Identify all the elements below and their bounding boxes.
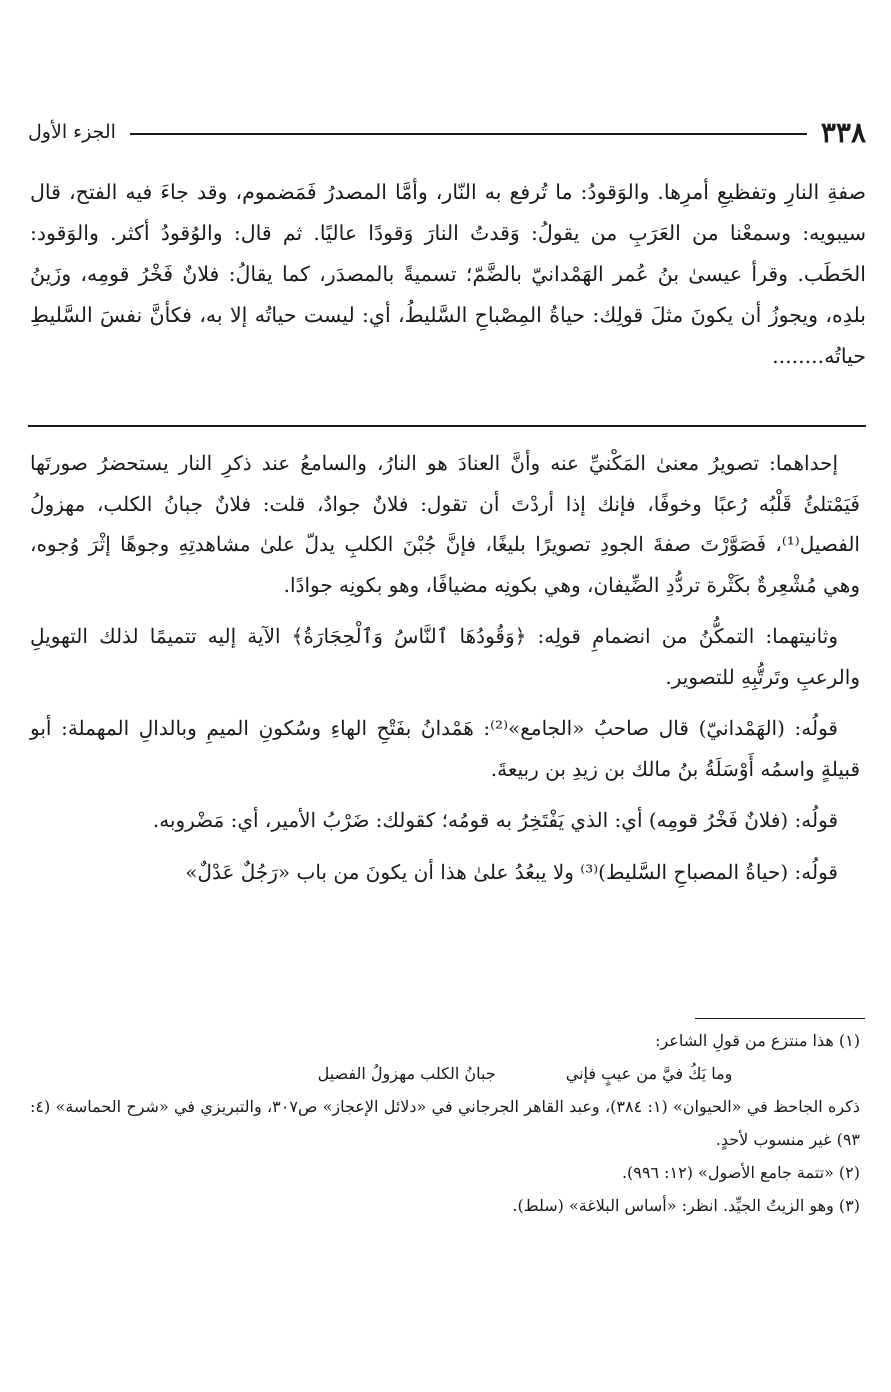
footnote-1-verse — [30, 1057, 860, 1090]
matn-text — [30, 172, 866, 377]
footnote-divider — [695, 1018, 865, 1019]
footnote-2: (٢) «تتمة جامع الأصول» (١٢: ٩٩٦). — [621, 1163, 860, 1182]
sharh-paragraph: قولُه: (حياةُ المصباحِ السَّليط)⁽³⁾ ولا يبعُدُ علىٰ هذا أن يكونَ من باب «رَجُلٌ عَدْلٌ» — [185, 859, 838, 884]
page-number: ٣٣٨ — [820, 115, 866, 149]
footnote-1-source: ذكره الجاحظ في «الحيوان» (١: ٣٨٤)، وعبد القاهر الجرجاني في «دلائل الإعجاز» ص٣٠٧، والتبريزي في «شرح الحماسة» (٤: ٩٣) غير منسوب لأحدٍ. — [30, 1097, 860, 1149]
running-title: الجزء الأول — [28, 121, 116, 143]
sharh-paragraph: إحداهما: تصويرُ معنىٰ المَكْنيِّ عنه وأنَّ العنادَ هو النارُ، والسامعُ عند ذكرِ النار يستحضرُ صورتَها فَيَمْتلئُ قَلْبُه رُعبًا وخوفًا، فإنك إذا أردْتَ أن تقول: فلانٌ جوادٌ، قلت: فلانٌ جبانُ الكلب، مهزولُ الفصيل⁽¹⁾، فَصَوَّرْتَ صفةَ الجودِ تصويرًا بليغًا، فإنَّ جُبْنَ الكلبِ يدلّ علىٰ مشاهدتِهِ وجوهًا إثْرَ وُجوه، وهي مُشْعِرةٌ بكَثْرة تردُّدِ الضِّيفان، وهي بكونِه مضيافًا، وهو بكونِه جوادًا. — [30, 451, 860, 597]
sharh-text — [30, 443, 860, 903]
sharh-paragraph: وثانيتهما: التمكُّنُ من انضمامِ قولِه: ﴿وَقُودُهَا ٱلنَّاسُ وَٱلْحِجَارَةُ﴾ الآية إليه تتميمًا لذلك التهويلِ والرعبِ وتَرتُّبِهِ للتصوير. — [30, 624, 860, 689]
sharh-paragraph: قولُه: (فلانٌ فَخْرُ قومِه) أي: الذي يَفْتَخِرُ به قومُه؛ كقولك: ضَرْبُ الأمير، أي: مَضْروبه. — [152, 808, 838, 832]
verse-second-hemistich: جبانُ الكلب مهزولُ الفصيل — [317, 1064, 496, 1083]
verse-first-hemistich: وما يَكُ فيَّ من عيبٍ فإني — [565, 1064, 733, 1083]
page-header — [28, 112, 866, 152]
footnotes — [30, 1024, 860, 1222]
footnote-3: (٣) وهو الزيتُ الجيِّد. انظر: «أساس البلاغة» (سلط). — [512, 1196, 860, 1215]
matn-divider — [28, 425, 866, 427]
matn-paragraph: صفةِ النارِ وتفظيعِ أمرِها. والوَقودُ: ما تُرفع به النّار، وأمَّا المصدرُ فَمَضموم، وقد جاءَ فيه الفتح، قال سيبويه: وسمعْنا من العَرَبِ من يقولُ: وَقدتُ النارَ وَقودًا عاليًا. ثم قال: والوُقودُ أكثر. والوَقود: الحَطَب. وقرأ عيسىٰ بنُ عُمر الهَمْدانيّ بالضَّمّ؛ تسميةً بالمصدَر، كما يقالُ: فلانٌ فَخْرُ قومِه، وزَينُ بلدِه، ويجوزُ أن يكونَ مثلَ قولِك: حياةُ المِصْباحِ السَّليطُ، أي: ليست حياتُه إلا به، فكأنَّ نفسَ السَّليطِ حياتُه........ — [30, 180, 866, 368]
sharh-paragraph: قولُه: (الهَمْدانيّ) قال صاحبُ «الجامع»⁽²⁾: هَمْدانُ بفَتْحِ الهاءِ وسُكونِ الميمِ وبالدالِ المهملة: أبو قبيلةٍ واسمُه أَوْسَلَةُ بنُ مالك بن زيدِ بن ربيعةَ. — [30, 716, 860, 781]
footnote-1-intro: (١) هذا منتزع من قولِ الشاعر: — [655, 1031, 860, 1050]
header-rule — [130, 133, 807, 135]
